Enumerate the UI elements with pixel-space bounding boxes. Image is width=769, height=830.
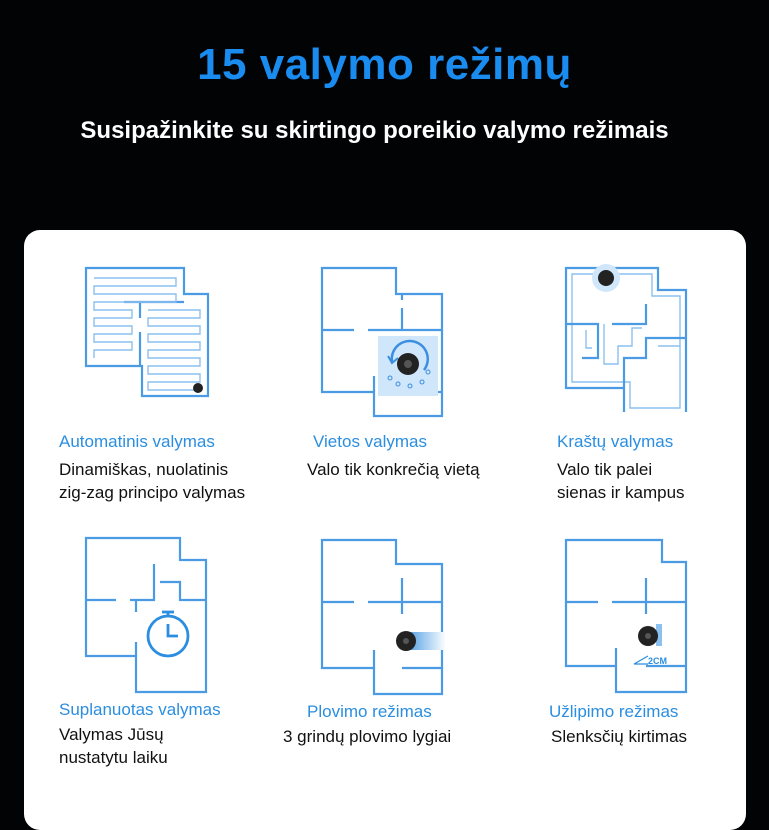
mode-title: Plovimo režimas (307, 702, 432, 721)
page-subtitle: Susipažinkite su skirtingo poreikio valymo režimais (80, 117, 669, 144)
mode-title: Automatinis valymas (59, 432, 215, 451)
page-title: 15 valymo režimų (197, 40, 572, 89)
climb-map-icon (562, 538, 692, 698)
climb-height-label: 2CM (648, 656, 668, 666)
mode-description: 3 grindų plovimo lygiai (283, 727, 452, 746)
mode-description: Valo tik konkrečią vietą (307, 460, 480, 479)
zigzag-map-icon (84, 266, 214, 401)
mode-title: Suplanuotas valymas (59, 700, 221, 719)
mode-description: Valo tik palei sienas ir kampus (557, 460, 685, 502)
mode-title: Užlipimo režimas (549, 702, 679, 721)
timer-map-icon (84, 536, 214, 696)
spot-clean-map-icon (320, 266, 450, 426)
mode-title: Kraštų valymas (557, 432, 674, 451)
edge-clean-map-icon (562, 262, 692, 412)
mode-title: Vietos valymas (313, 432, 428, 451)
modes-panel (24, 230, 746, 830)
mop-map-icon (320, 538, 450, 698)
mode-description: Slenksčių kirtimas (551, 727, 688, 746)
mode-description: Dinamiškas, nuolatinis zig-zag principo valymas (59, 460, 246, 502)
mode-description: Valymas Jūsų nustatytu laiku (59, 725, 168, 767)
